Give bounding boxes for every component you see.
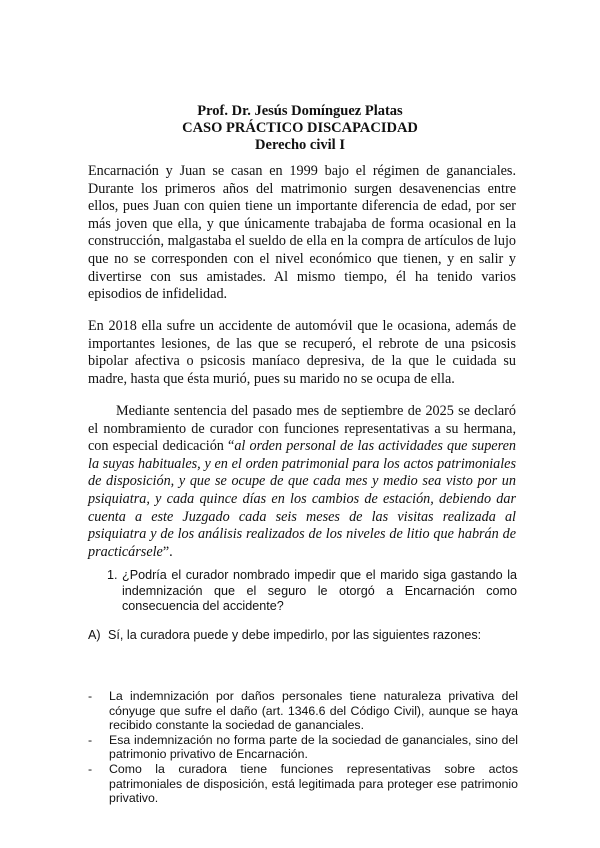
answer-text: Sí, la curadora puede y debe impedirlo, por las siguientes razones: <box>108 628 482 642</box>
subject-name: Derecho civil I <box>255 137 345 153</box>
question-text: ¿Podría el curador nombrado impedir que el marido siga gastando la indemnización que el seguro le otorgó a Encarnación como consecuencia del accidente? <box>122 568 517 614</box>
court-ruling-quote: al orden personal de las actividades que superen la suyas habituales, y en el orden patrimonial para los actos patrimoniales de disposición, y que se ocupe de que cada mes y medio sea visto por un psiquiatra, y cada quince días en los cambios de estación, debiendo dar cuenta a este Juzgado cada seis meses de las visitas realizada al psiquiatra y de los análisis realizados de los niveles de litio que habrán de practicársele <box>88 438 516 560</box>
list-item-text: Esa indemnización no forma parte de la sociedad de gananciales, sino del patrimonio privativo de Encarnación. <box>109 732 518 762</box>
list-item-text: La indemnización por daños personales tiene naturaleza privativa del cónyuge que sufre el daño (art. 1346.6 del Código Civil), aunque se haya recibido constante la sociedad de gananciales. <box>109 689 518 733</box>
case-paragraph-2: En 2018 ella sufre un accidente de automóvil que le ocasiona, además de importantes lesiones, de las que se recuperó, el rebrote de una psicosis bipolar afectiva o psicosis maníaco depresiva, de la que le cuidada su madre, hasta que ésta murió, pues su marido no se ocupa de ella. <box>88 318 516 387</box>
question-1 <box>107 568 517 615</box>
reasons-list <box>88 689 518 806</box>
paragraph-3-intro: Mediante sentencia del pasado mes de septiembre de 2025 se declaró el nombramiento de curador con funciones representativas a su hermana, con especial dedicación “ <box>88 403 516 455</box>
list-item <box>88 689 518 733</box>
list-dash: - <box>88 732 93 747</box>
list-dash: - <box>88 689 93 703</box>
list-item-text: Como la curadora tiene funciones representativas sobre actos patrimoniales de disposición, está legitimada para proteger ese patrimonio privativo. <box>109 761 518 806</box>
answer-label: A) <box>88 628 101 642</box>
question-number: 1. <box>107 568 118 582</box>
list-item <box>88 762 518 806</box>
case-paragraph-1: Encarnación y Juan se casan en 1999 bajo el régimen de gananciales. Durante los primeros años del matrimonio surgen desavenencias entre ellos, pues Juan con quien tiene un importante diferencia de edad, por ser más joven que ella, y que únicamente trabajaba de forma ocasional en la construcción, malgastaba el sueldo de ella en la compra de artículos de lujo que no se corresponden con el nivel económico que tienen, y en salir y divertirse con sus amistades. Al mismo tiempo, él ha tenido varios episodios de infidelidad. <box>88 163 516 303</box>
document-title: CASO PRÁCTICO DISCAPACIDAD <box>182 120 418 136</box>
list-item <box>88 733 518 762</box>
case-paragraph-3 <box>88 403 516 561</box>
document-header <box>0 103 600 154</box>
author-name: Prof. Dr. Jesús Domínguez Platas <box>197 103 403 119</box>
paragraph-3-end: ”. <box>162 543 173 560</box>
answer-a <box>88 628 518 643</box>
list-dash: - <box>88 761 93 776</box>
